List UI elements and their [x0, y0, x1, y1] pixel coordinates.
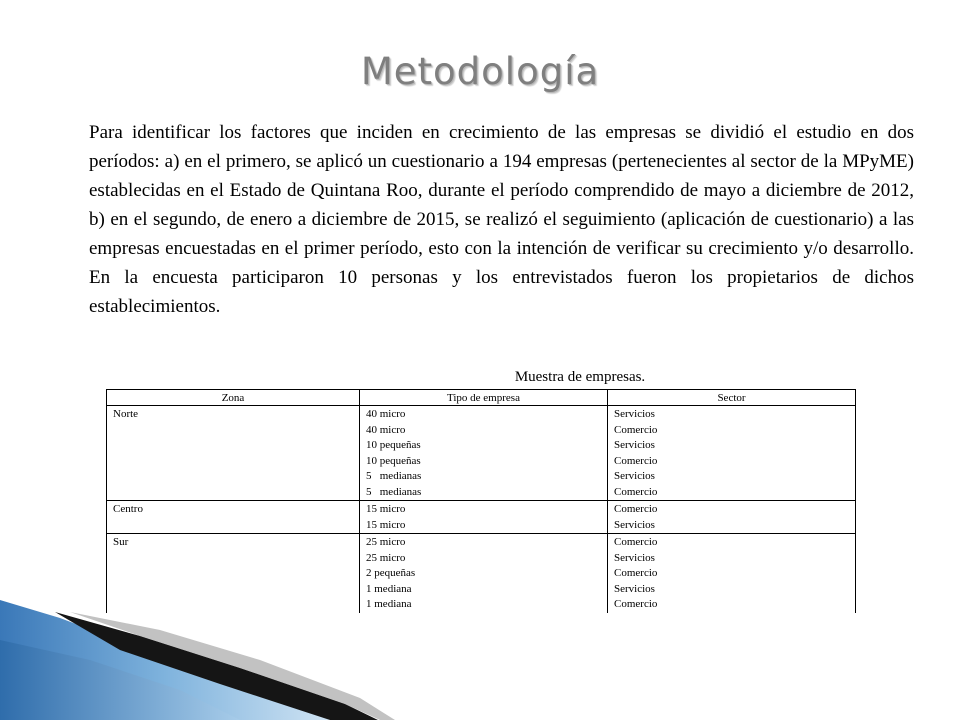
sector-value: Servicios — [614, 470, 655, 482]
sector-value: Servicios — [614, 518, 655, 531]
tipo-value: 40 micro — [366, 408, 406, 420]
table-row-norte — [107, 406, 856, 501]
sample-table — [106, 389, 856, 613]
sector-cell — [608, 501, 856, 534]
sector-value: Servicios — [614, 582, 655, 595]
sector-value: Comercio — [614, 485, 658, 498]
tipo-value: 15 micro — [366, 503, 406, 515]
tipo-value: 40 micro — [366, 423, 406, 436]
tipo-value: 25 micro — [366, 551, 406, 564]
header-zona: Zona — [107, 390, 360, 406]
sector-cell — [608, 534, 856, 613]
zona-cell — [107, 534, 360, 613]
tipo-value: 2 pequeñas — [366, 567, 416, 579]
tipo-value: 1 mediana — [366, 582, 412, 595]
tipo-cell — [360, 501, 608, 534]
sector-value: Servicios — [614, 439, 655, 451]
sector-value: Comercio — [614, 423, 658, 436]
tipo-value: 25 micro — [366, 536, 406, 548]
table-row-sur — [107, 534, 856, 613]
zona-cell — [107, 501, 360, 534]
zona-cell — [107, 406, 360, 501]
header-sector: Sector — [608, 390, 856, 406]
tipo-value: 5 medianas — [366, 470, 422, 482]
zona-label: Centro — [113, 503, 143, 515]
tipo-value: 15 micro — [366, 518, 406, 531]
sector-value: Comercio — [614, 567, 658, 579]
zona-label: Sur — [113, 536, 129, 548]
tipo-cell — [360, 534, 608, 613]
sector-value: Comercio — [614, 598, 658, 610]
sector-value: Comercio — [614, 503, 658, 515]
tipo-value: 1 mediana — [366, 598, 412, 610]
sector-cell — [608, 406, 856, 501]
tipo-value: 10 pequeñas — [366, 454, 421, 467]
methodology-paragraph: Para identificar los factores que inciden en crecimiento de las empresas se dividió el estudio en dos períodos: a) en el primero, se aplicó un cuestionario a 194 empresas (pertenecientes al sector de la MPyME) establecidas en el Estado de Quintana Roo, durante el período comprendido de mayo a diciembre de 2012, b) en el segundo, de enero a diciembre de 2015, se realizó el seguimiento (aplicación de cuestionario) a las empresas encuestadas en el primer período, esto con la intención de verificar su crecimiento y/o desarrollo. En la encuesta participaron 10 personas y los entrevistados fueron los propietarios de dichos establecimientos. — [89, 122, 914, 317]
sector-value: Servicios — [614, 408, 655, 420]
sector-value: Comercio — [614, 536, 658, 548]
tipo-cell — [360, 406, 608, 501]
tipo-value: 5 medianas — [366, 485, 422, 498]
table-caption: Muestra de empresas. — [514, 369, 646, 385]
sector-value: Comercio — [614, 454, 658, 467]
zona-label: Norte — [113, 408, 139, 420]
header-tipo-empresa: Tipo de empresa — [360, 390, 608, 406]
table-row-centro — [107, 501, 856, 534]
table-header-row — [107, 390, 856, 406]
tipo-value: 10 pequeñas — [366, 439, 421, 451]
slide-title: Metodología — [360, 50, 600, 93]
sector-value: Servicios — [614, 551, 655, 564]
